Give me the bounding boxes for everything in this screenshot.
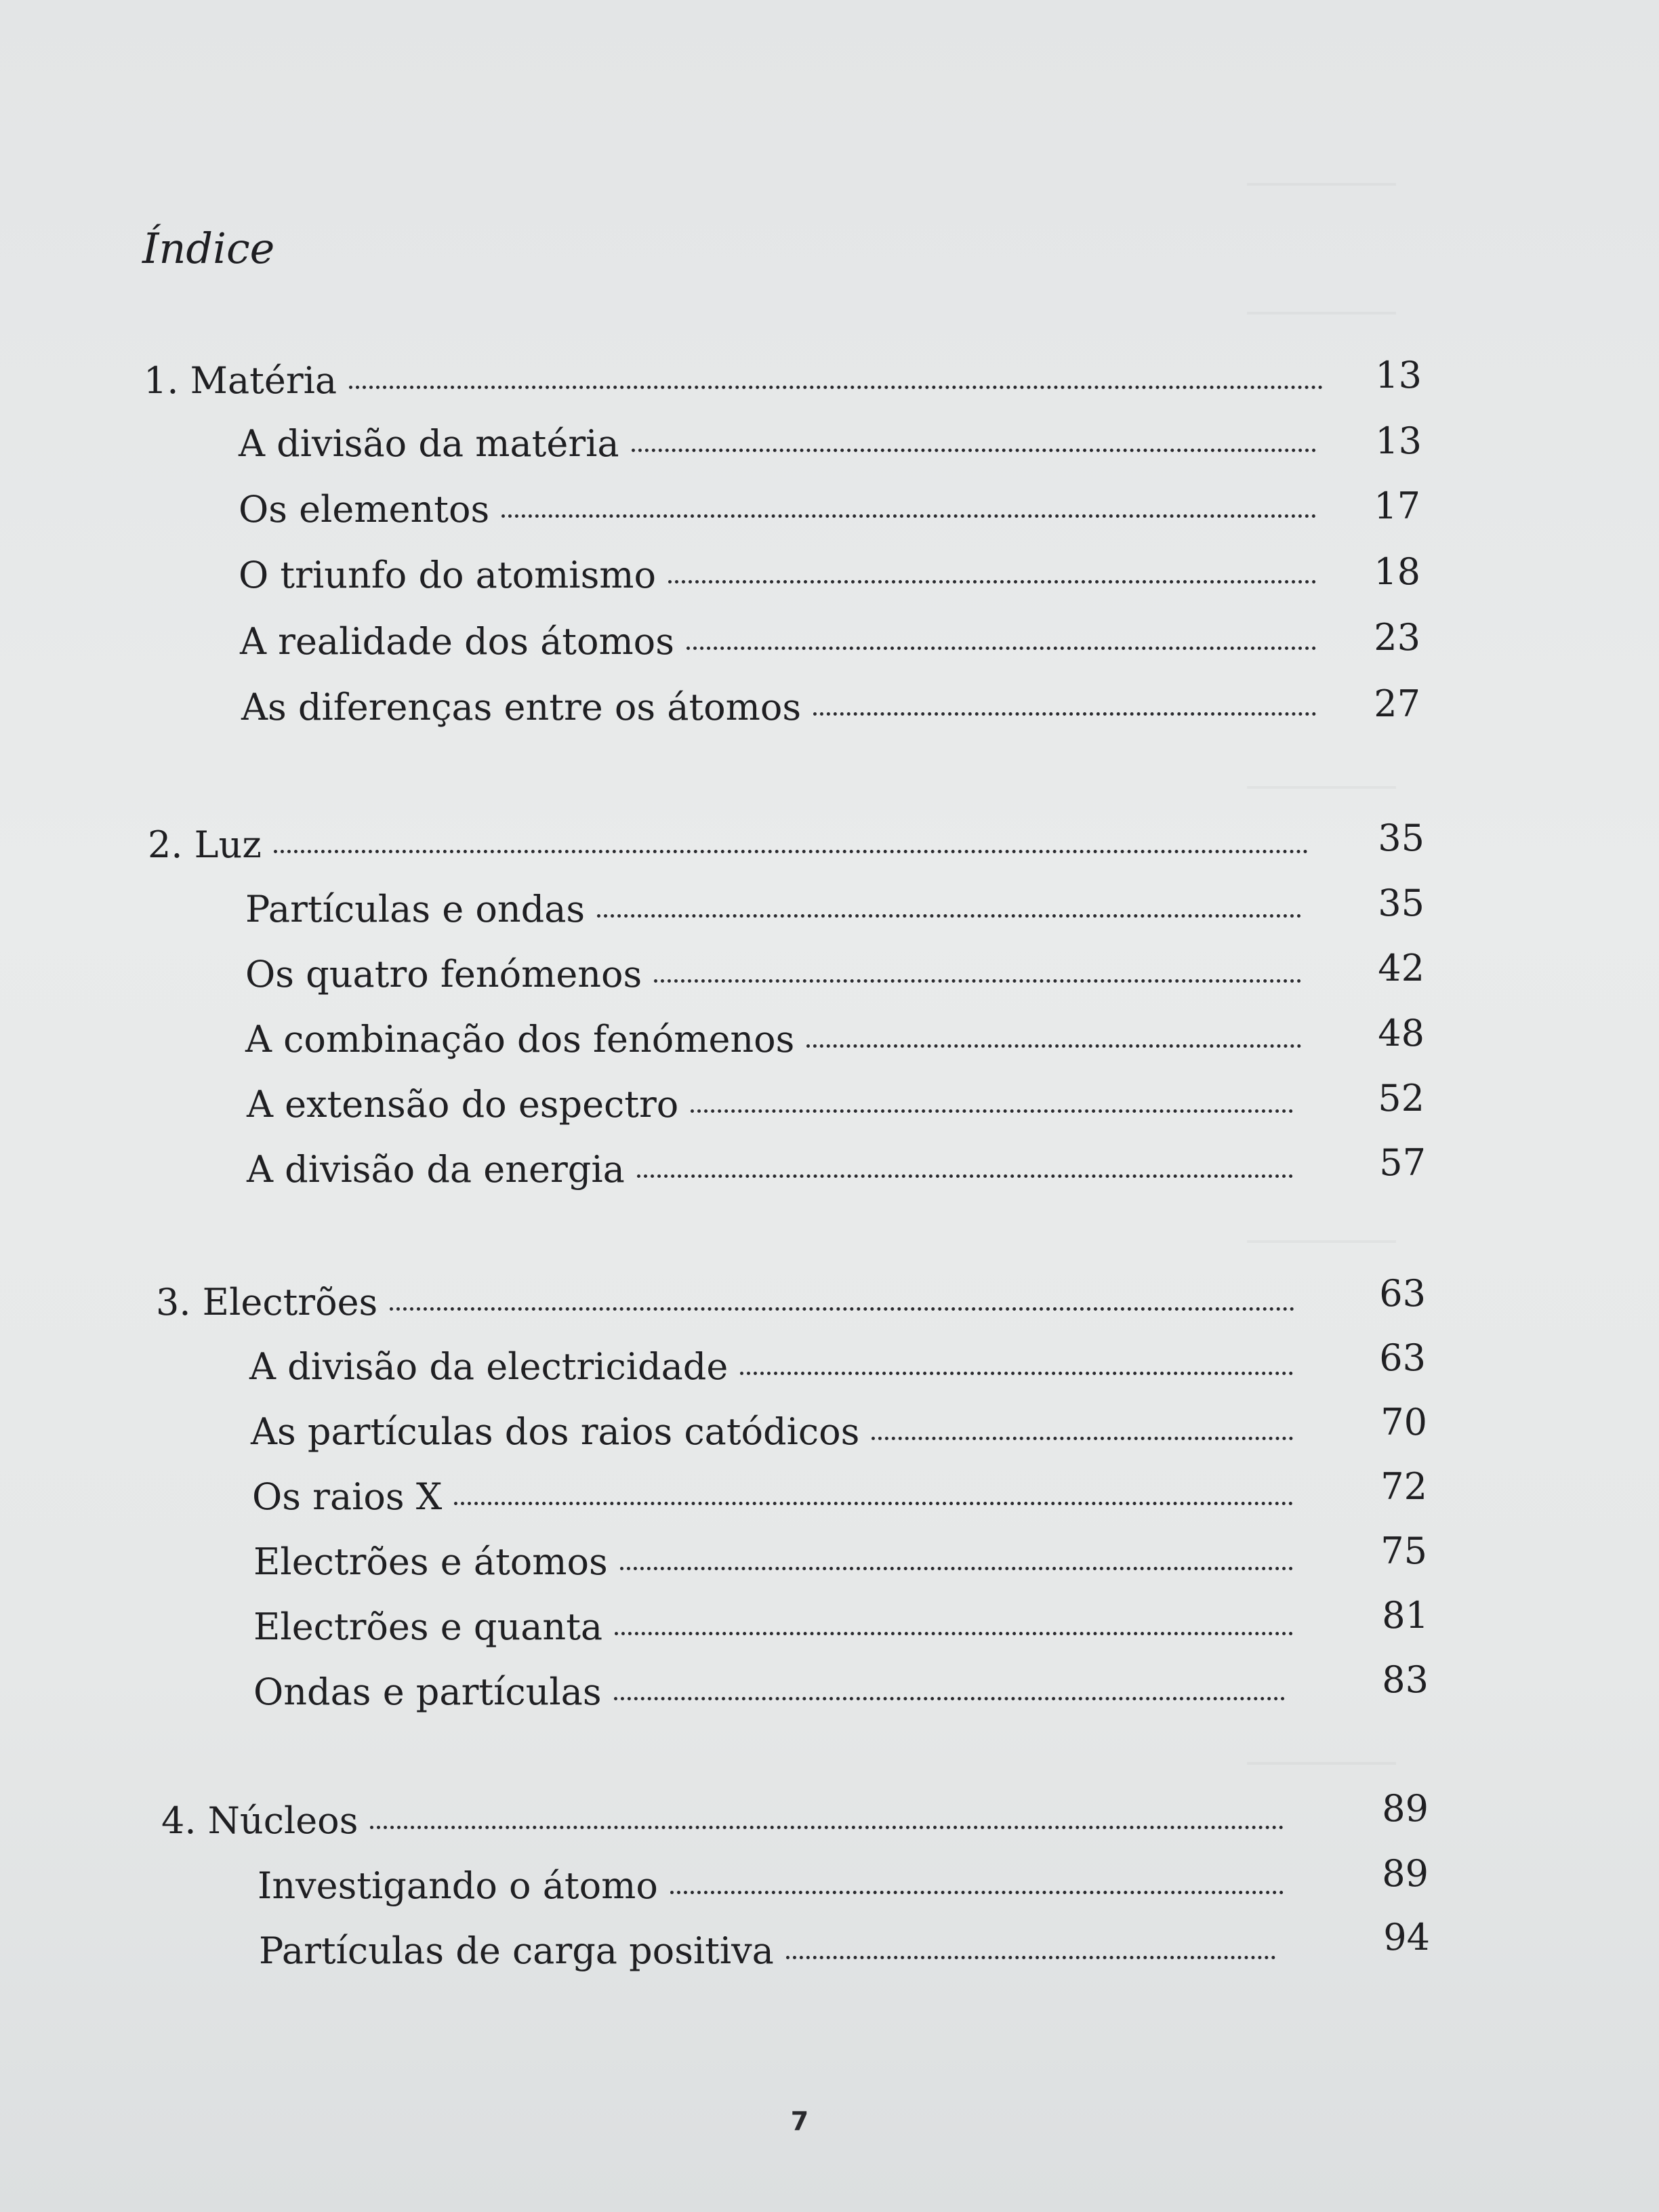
section-title: Partículas e ondas	[245, 888, 586, 930]
section-page-number: 83	[1382, 1658, 1429, 1701]
section-entry	[247, 1083, 1293, 1126]
section-entry	[253, 1605, 1293, 1648]
dot-leader	[687, 647, 1316, 650]
page-number: 7	[790, 2106, 809, 2136]
dot-leader	[614, 1697, 1285, 1700]
section-entry	[258, 1864, 1284, 1907]
section-page-number: 23	[1374, 616, 1420, 659]
dot-leader	[872, 1437, 1293, 1440]
section-page-number: 13	[1375, 419, 1422, 462]
section-entry	[252, 1475, 1293, 1518]
dot-leader	[786, 1956, 1275, 1959]
section-page-number: 75	[1380, 1530, 1427, 1572]
section-title: A divisão da electricidade	[249, 1345, 729, 1388]
section-page-number: 63	[1379, 1336, 1426, 1379]
section-title: Os raios X	[252, 1475, 443, 1518]
page-title: Índice	[142, 224, 275, 273]
dot-leader	[813, 712, 1316, 716]
section-page-number: 57	[1379, 1141, 1426, 1184]
section-title: O triunfo do atomismo	[239, 554, 656, 596]
show-through-mark	[1247, 183, 1396, 186]
section-title: Os elementos	[239, 488, 490, 531]
chapter-entry	[148, 823, 1308, 866]
section-entry	[249, 1345, 1293, 1388]
chapter-title: 1. Matéria	[144, 359, 337, 402]
section-entry	[245, 888, 1301, 930]
dot-leader	[274, 850, 1308, 853]
section-entry	[240, 620, 1316, 663]
section-title: A realidade dos átomos	[240, 620, 674, 663]
chapter-page-number: 89	[1382, 1787, 1429, 1830]
section-page-number: 27	[1374, 682, 1420, 725]
dot-leader	[370, 1826, 1284, 1829]
dot-leader	[740, 1372, 1293, 1375]
section-title: A divisão da matéria	[239, 422, 619, 465]
dot-leader	[349, 386, 1323, 389]
section-title: A extensão do espectro	[247, 1083, 679, 1126]
section-title: Electrões e quanta	[253, 1605, 603, 1648]
chapter-page-number: 35	[1378, 817, 1425, 859]
section-entry	[241, 686, 1316, 729]
section-title: Ondas e partículas	[253, 1671, 602, 1713]
section-title: Partículas de carga positiva	[259, 1929, 774, 1972]
section-page-number: 89	[1382, 1852, 1429, 1895]
show-through-mark	[1247, 1762, 1396, 1765]
section-entry	[239, 488, 1316, 531]
chapter-entry	[144, 359, 1323, 402]
section-title: Investigando o átomo	[258, 1864, 658, 1907]
section-entry	[253, 1671, 1285, 1713]
chapter-page-number: 63	[1379, 1272, 1426, 1315]
section-page-number: 35	[1378, 882, 1425, 924]
dot-leader	[637, 1174, 1293, 1178]
section-entry	[239, 554, 1316, 596]
section-page-number: 42	[1378, 947, 1425, 989]
section-title: A divisão da energia	[247, 1148, 625, 1191]
section-title: A combinação dos fenómenos	[245, 1018, 795, 1061]
section-entry	[247, 1148, 1293, 1191]
section-entry	[251, 1410, 1293, 1453]
dot-leader	[654, 979, 1301, 983]
dot-leader	[390, 1307, 1294, 1311]
section-title: As diferenças entre os átomos	[241, 686, 802, 729]
dot-leader	[668, 580, 1316, 583]
dot-leader	[597, 914, 1301, 918]
section-page-number: 52	[1378, 1077, 1425, 1120]
dot-leader	[620, 1567, 1293, 1570]
chapter-page-number: 13	[1375, 354, 1422, 396]
section-page-number: 70	[1380, 1401, 1427, 1443]
dot-leader	[615, 1632, 1293, 1635]
show-through-mark	[1247, 1240, 1396, 1243]
section-page-number: 94	[1383, 1916, 1430, 1959]
section-page-number: 48	[1378, 1012, 1425, 1054]
show-through-mark	[1247, 786, 1396, 789]
section-title: Os quatro fenómenos	[245, 953, 642, 996]
section-page-number: 81	[1382, 1594, 1429, 1637]
chapter-title: 4. Núcleos	[161, 1799, 359, 1842]
dot-leader	[670, 1891, 1284, 1894]
dot-leader	[806, 1044, 1301, 1048]
dot-leader	[501, 514, 1316, 518]
chapter-title: 3. Electrões	[156, 1281, 378, 1324]
chapter-entry	[161, 1799, 1284, 1842]
dot-leader	[632, 449, 1316, 452]
section-page-number: 18	[1374, 550, 1420, 593]
chapter-entry	[156, 1281, 1294, 1324]
section-entry	[259, 1929, 1275, 1972]
section-page-number: 17	[1374, 485, 1420, 527]
section-entry	[245, 1018, 1301, 1061]
section-page-number: 72	[1380, 1465, 1427, 1508]
section-entry	[245, 953, 1301, 996]
chapter-title: 2. Luz	[148, 823, 262, 866]
section-entry	[253, 1540, 1293, 1583]
dot-leader	[454, 1502, 1293, 1505]
section-title: Electrões e átomos	[253, 1540, 608, 1583]
show-through-mark	[1247, 312, 1396, 314]
dot-leader	[691, 1109, 1293, 1113]
section-entry	[239, 422, 1316, 465]
section-title: As partículas dos raios catódicos	[251, 1410, 860, 1453]
